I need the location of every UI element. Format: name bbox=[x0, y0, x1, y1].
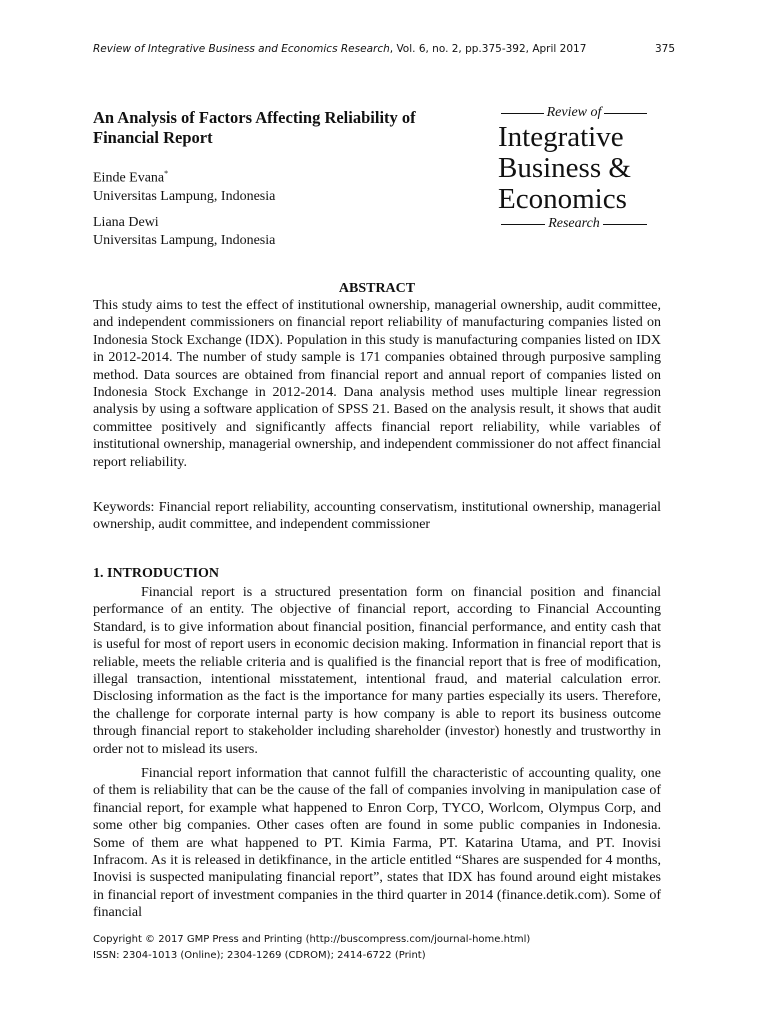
citation: , Vol. 6, no. 2, pp.375-392, April 2017 bbox=[389, 43, 587, 55]
author-footnote-mark: * bbox=[164, 169, 169, 178]
page-footer bbox=[93, 932, 530, 964]
issn: ISSN: 2304-1013 (Online); 2304-1269 (CDROM); 2414-6722 (Print) bbox=[93, 950, 426, 961]
logo-bottom-text: Research bbox=[548, 216, 600, 231]
section-heading: 1. INTRODUCTION bbox=[93, 566, 220, 581]
logo-line: Economics bbox=[498, 183, 627, 215]
abstract-text: This study aims to test the effect of institutional ownership, managerial ownership, audit committee, and independent commissioners on financial report reliability of manufacturing companies listed on Indonesia Stock Exchange (IDX). Population in this study is manufacturing companies listed on IDX in 2012-2014. The number of study sample is 171 companies obtained through purposive sampling method. Data sources are obtained from financial report and annual report of companies listed on Indonesia Stock Exchange in 2012-2014. Dana analysis method uses multiple linear regression analysis by using a software application of SPSS 21. Based on the analysis result, it shows that audit committee positively and significantly affects financial report reliability, while variables of institutional ownership, managerial ownership, and independent commissioner do not affect financial report reliability. bbox=[93, 298, 661, 470]
author-affiliation: Universitas Lampung, Indonesia bbox=[93, 188, 276, 204]
copyright: Copyright © 2017 GMP Press and Printing (http://buscompress.com/journal-home.html) bbox=[93, 934, 531, 945]
page-number: 375 bbox=[654, 43, 675, 55]
author-affiliation: Universitas Lampung, Indonesia bbox=[93, 233, 276, 248]
logo-top-text: Review of bbox=[546, 105, 602, 120]
keywords: Keywords: Financial report reliability, accounting conservatism, institutional ownership, managerial ownership, audit committee, and independent commissioner bbox=[93, 500, 661, 533]
journal-name: Review of Integrative Business and Economics Research bbox=[93, 43, 390, 55]
journal-logo bbox=[498, 104, 650, 233]
author-block bbox=[93, 214, 275, 250]
author-name: Liana Dewi bbox=[93, 215, 159, 230]
abstract-heading: ABSTRACT bbox=[338, 281, 416, 296]
logo-line: Business & bbox=[498, 152, 631, 184]
running-header bbox=[93, 43, 675, 55]
logo-line: Integrative bbox=[498, 121, 624, 153]
intro-paragraph: Financial report is a structured presentation form on financial position and financial performance of an entity. The objective of financial report, according to Financial Accounting Standard, is to give information about financial position, financial performance, and entity cash that is useful for most of report users in economic decision making. Information in financial report that is reliable, meets the reliable criteria and is qualified is the financial report that is free of modification, illegal transaction, intentional misstatement, intentional fraud, and material calculation error. Disclosing information as the fact is the importance for many parties especially its users. Therefore, the challenge for corporate internal party is how company is able to report its business outcome through financial report to stakeholder including shareholder (investor) honestly and trustworthy in order not to mislead its users. bbox=[93, 585, 661, 757]
author-block bbox=[93, 165, 275, 206]
paper-title: An Analysis of Factors Affecting Reliability of Financial Report bbox=[93, 108, 416, 147]
intro-paragraph: Financial report information that cannot fulfill the characteristic of accounting quality, one of them is reliability that can be the cause of the fall of companies involving in manipulation case of financial report, for example what happened to Enron Corp, TYCO, Worlcom, Olympus Corp, and some other big companies. Other cases often are found in some public companies in Indonesia. Some of them are what happened to PT. Kimia Farma, PT. Katarina Utama, and PT. Inovisi Infracom. As it is released in detikfinance, in the article entitled “Shares are suspended for 4 months, Inovisi is suspected manipulating financial report”, states that IDX has found around eight mistakes in financial report of investment companies in the third quarter in 2014 (finance.detik.com). Some of financial bbox=[93, 766, 661, 921]
author-name: Einde Evana bbox=[93, 170, 165, 186]
